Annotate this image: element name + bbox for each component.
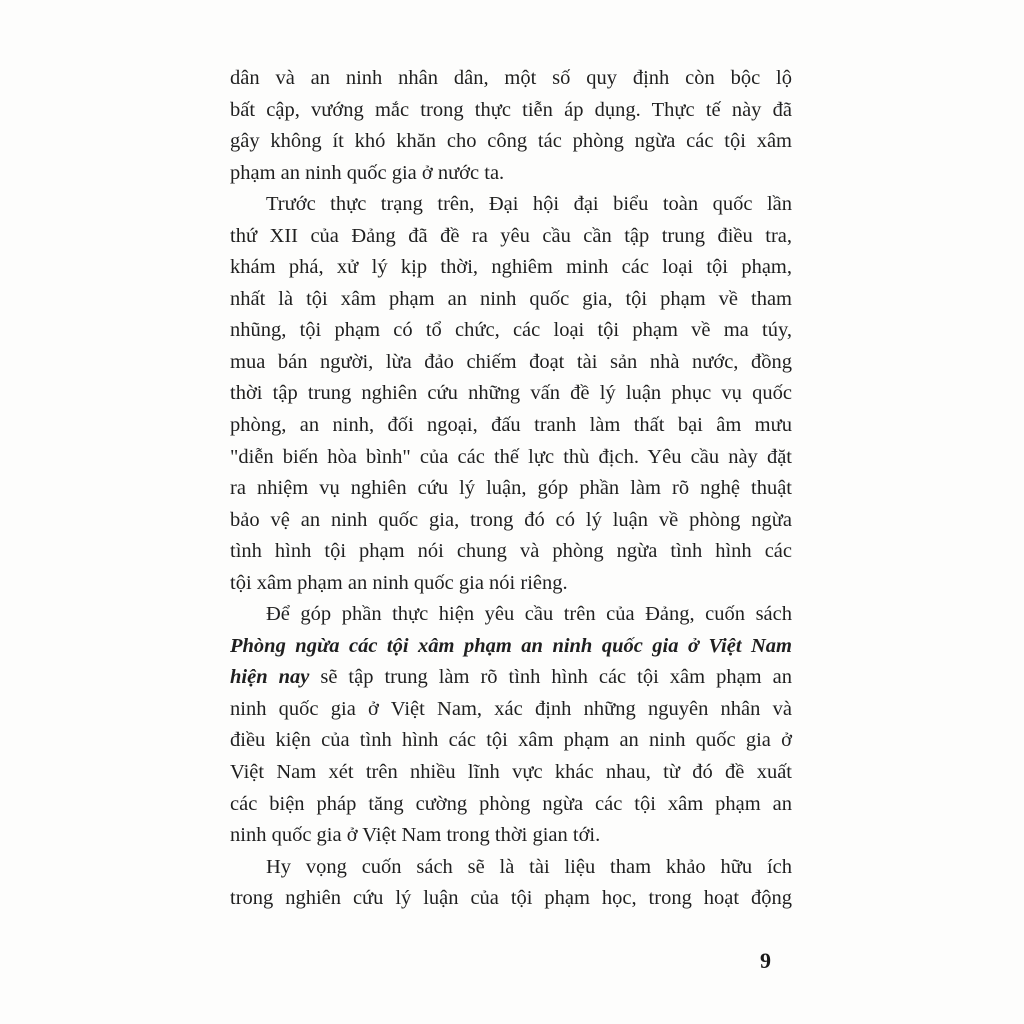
text-line: Việt Nam xét trên nhiều lĩnh vực khác nhau, từ đó đề xuất bbox=[230, 761, 792, 784]
text-line: khám phá, xử lý kịp thời, nghiêm minh các loại tội phạm, bbox=[230, 256, 792, 279]
text-line: gây không ít khó khăn cho công tác phòng ngừa các tội xâm bbox=[230, 130, 792, 153]
text-line: nhất là tội xâm phạm an ninh quốc gia, tội phạm về tham bbox=[230, 287, 792, 310]
text-line: trong nghiên cứu lý luận của tội phạm học, trong hoạt động bbox=[230, 887, 792, 910]
text-line: tình hình tội phạm nói chung và phòng ngừa tình hình các bbox=[230, 540, 792, 563]
body-text bbox=[230, 63, 792, 915]
text-line: "diễn biến hòa bình" của các thế lực thù địch. Yêu cầu này đặt bbox=[230, 445, 792, 468]
text-line: Hy vọng cuốn sách sẽ là tài liệu tham khảo hữu ích bbox=[266, 855, 792, 878]
text-line: ninh quốc gia ở Việt Nam, xác định những nguyên nhân và bbox=[230, 697, 792, 720]
text-line: các biện pháp tăng cường phòng ngừa các tội xâm phạm an bbox=[230, 792, 792, 815]
text-line: dân và an ninh nhân dân, một số quy định còn bộc lộ bbox=[230, 67, 792, 89]
text-line: ninh quốc gia ở Việt Nam trong thời gian tới. bbox=[230, 824, 601, 847]
book-title-end: hiện nay bbox=[230, 666, 310, 689]
text-line: bất cập, vướng mắc trong thực tiễn áp dụng. Thực tế này đã bbox=[230, 98, 792, 121]
text-line: thứ XII của Đảng đã đề ra yêu cầu cần tập trung điều tra, bbox=[230, 224, 792, 247]
text-line bbox=[230, 662, 792, 694]
text-line: điều kiện của tình hình các tội xâm phạm an ninh quốc gia ở bbox=[230, 729, 792, 752]
text-line: Trước thực trạng trên, Đại hội đại biểu toàn quốc lần bbox=[266, 193, 792, 216]
paragraph-1 bbox=[230, 63, 792, 189]
paragraph-3 bbox=[230, 599, 792, 851]
text-line: nhũng, tội phạm có tổ chức, các loại tội phạm về ma túy, bbox=[230, 319, 792, 342]
page-number: 9 bbox=[760, 948, 771, 973]
text-span: sẽ tập trung làm rõ tình hình các tội xâm phạm an bbox=[309, 666, 792, 689]
text-line: phạm an ninh quốc gia ở nước ta. bbox=[230, 161, 505, 184]
text-line: ra nhiệm vụ nghiên cứu lý luận, góp phần làm rõ nghệ thuật bbox=[230, 477, 792, 500]
paragraph-4 bbox=[230, 852, 792, 915]
text-line: bảo vệ an ninh quốc gia, trong đó có lý luận về phòng ngừa bbox=[230, 508, 792, 531]
book-title-line: Phòng ngừa các tội xâm phạm an ninh quốc gia ở Việt Nam bbox=[230, 634, 792, 657]
text-line: Để góp phần thực hiện yêu cầu trên của Đảng, cuốn sách bbox=[266, 603, 792, 626]
text-line: thời tập trung nghiên cứu những vấn đề lý luận phục vụ quốc bbox=[230, 382, 792, 405]
text-line: tội xâm phạm an ninh quốc gia nói riêng. bbox=[230, 571, 568, 594]
text-line: mua bán người, lừa đảo chiếm đoạt tài sản nhà nước, đồng bbox=[230, 350, 792, 373]
text-line: phòng, an ninh, đối ngoại, đấu tranh làm thất bại âm mưu bbox=[230, 414, 792, 437]
paragraph-2 bbox=[230, 189, 792, 599]
